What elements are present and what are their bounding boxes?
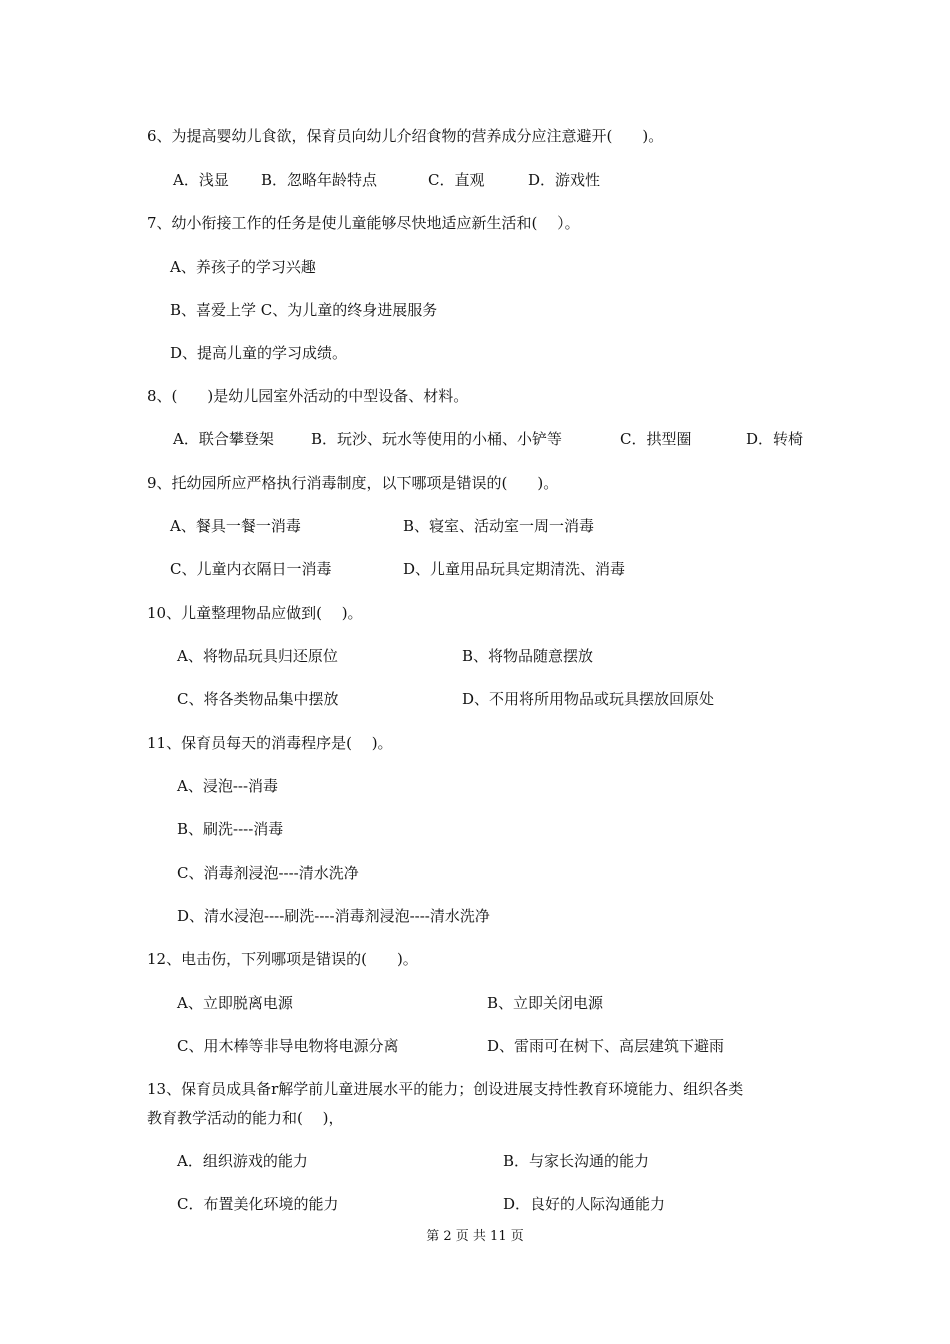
question-10-option-c: C、将各类物品集中摆放 — [177, 690, 339, 708]
question-8-option-b: B．玩沙、玩水等使用的小桶、小铲等 — [311, 430, 563, 448]
question-13-option-a: A．组织游戏的能力 — [177, 1152, 308, 1170]
page-number-footer: 第 2 页 共 11 页 — [426, 1229, 524, 1244]
question-9-option-d: D、儿童用品玩具定期清洗、消毒 — [403, 560, 626, 578]
question-13-stem: 13、保育员成具备r解学前儿童进展水平的能力；创设进展支持性教育环境能力、组织各类 — [147, 1080, 744, 1098]
question-13-stem-continued: 教育教学活动的能力和( )， — [147, 1109, 344, 1127]
question-9-option-a: A、餐具一餐一消毒 — [170, 517, 301, 535]
question-11-stem: 11、保育员每天的消毒程序是( )。 — [147, 734, 393, 752]
question-6-stem: 6、为提高婴幼儿食欲，保育员向幼儿介绍食物的营养成分应注意避开( )。 — [147, 127, 664, 145]
question-7-option-bc: B、喜爱上学 C、为儿童的终身进展服务 — [170, 301, 438, 319]
question-12-option-b: B、立即关闭电源 — [487, 994, 604, 1012]
question-6-option-b: B．忽略年龄特点 — [261, 171, 378, 189]
question-6-option-a: A．浅显 — [173, 171, 229, 189]
question-7-option-a: A、养孩子的学习兴趣 — [170, 258, 316, 276]
question-12-option-a: A、立即脱离电源 — [177, 994, 293, 1012]
question-12-option-d: D、雷雨可在树下、高层建筑下避雨 — [487, 1037, 725, 1055]
question-11-option-c: C、消毒剂浸泡----清水洗净 — [177, 864, 359, 882]
question-8-option-a: A．联合攀登架 — [173, 430, 274, 448]
question-11-option-d: D、清水浸泡----刷洗----消毒剂浸泡----清水洗净 — [177, 907, 490, 925]
question-8-stem: 8、( )是幼儿园室外活动的中型设备、材料。 — [147, 387, 469, 405]
question-12-stem: 12、电击伤，下列哪项是错误的( )。 — [147, 950, 418, 968]
question-8-option-c: C．拱型圈 — [620, 430, 692, 448]
question-7-stem: 7、幼小衔接工作的任务是使儿童能够尽快地适应新生活和( ）。 — [147, 214, 580, 232]
question-9-option-c: C、儿童内衣隔日一消毒 — [170, 560, 332, 578]
question-6-option-d: D．游戏性 — [528, 171, 601, 189]
question-7-option-d: D、提高儿童的学习成绩。 — [170, 344, 348, 362]
question-13-option-b: B．与家长沟通的能力 — [503, 1152, 650, 1170]
question-10-option-b: B、将物品随意摆放 — [462, 647, 594, 665]
question-10-stem: 10、儿童整理物品应做到( )。 — [147, 604, 363, 622]
question-10-option-a: A、将物品玩具归还原位 — [177, 647, 338, 665]
question-9-stem: 9、托幼园所应严格执行消毒制度，以下哪项是错误的( )。 — [147, 474, 559, 492]
question-6-option-c: C．直观 — [428, 171, 485, 189]
question-8-option-d: D．转椅 — [746, 430, 804, 448]
question-9-option-b: B、寝室、活动室一周一消毒 — [403, 517, 595, 535]
question-11-option-b: B、刷洗----消毒 — [177, 820, 284, 838]
question-13-option-c: C．布置美化环境的能力 — [177, 1195, 339, 1213]
question-10-option-d: D、不用将所用物品或玩具摆放回原处 — [462, 690, 715, 708]
question-11-option-a: A、浸泡---消毒 — [177, 777, 279, 795]
question-13-option-d: D．良好的人际沟通能力 — [503, 1195, 666, 1213]
question-12-option-c: C、用木棒等非导电物将电源分离 — [177, 1037, 399, 1055]
